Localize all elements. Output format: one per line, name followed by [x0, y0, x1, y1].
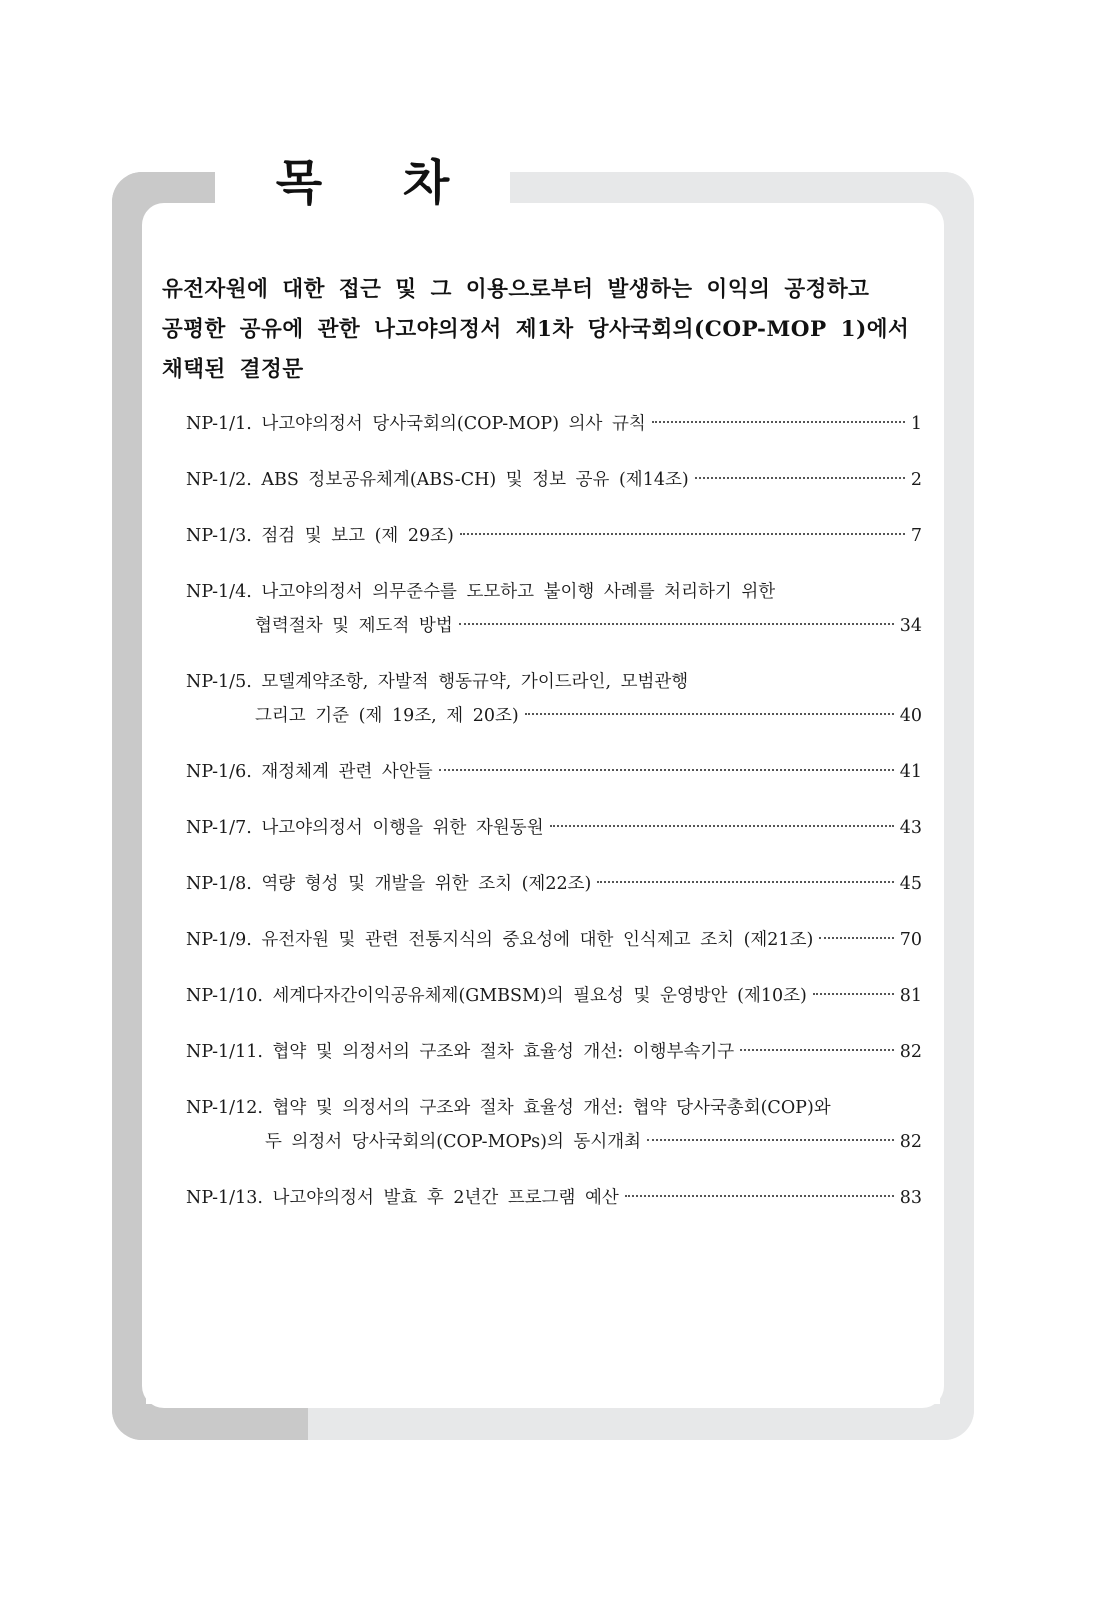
toc-entry-number: NP-1/1.	[186, 414, 252, 434]
toc-entry[interactable]	[186, 979, 922, 1013]
heading-line: 채택된 결정문	[162, 357, 304, 382]
toc-entry-page: 81	[899, 986, 922, 1006]
toc-entry-number: NP-1/4.	[186, 582, 252, 602]
heading-line: 유전자원에 대한 접근 및 그 이용으로부터 발생하는 이익의 공정하고	[162, 277, 870, 302]
toc-entry[interactable]	[186, 755, 922, 789]
dot-leader	[597, 881, 893, 883]
toc-entry-title: 협약 및 의정서의 구조와 절차 효율성 개선: 협약 당사국총회(COP)와	[272, 1098, 831, 1118]
toc-entry-page: 7	[910, 526, 922, 546]
frame-bottom-left-bar	[112, 1404, 308, 1440]
toc-entry-number: NP-1/6.	[186, 762, 252, 782]
toc-entry-page: 41	[899, 762, 922, 782]
toc-entry[interactable]	[186, 407, 922, 441]
toc-entry-page: 1	[910, 414, 922, 434]
toc-entry-title: 협약 및 의정서의 구조와 절차 효율성 개선: 이행부속기구	[272, 1042, 735, 1062]
dot-leader	[525, 713, 894, 715]
toc-entry[interactable]	[186, 463, 922, 497]
toc-entry-page: 82	[899, 1042, 922, 1062]
toc-entry-title-continued: 그리고 기준 (제 19조, 제 20조)	[255, 706, 519, 726]
toc-entry-number: NP-1/2.	[186, 470, 252, 490]
frame-left-bar	[112, 172, 146, 1440]
toc-entry[interactable]	[186, 519, 922, 553]
toc-entry-page: 82	[899, 1132, 922, 1152]
heading-line: 공평한 공유에 관한 나고야의정서 제1차 당사국회의(COP-MOP 1)에서	[162, 317, 910, 342]
dot-leader	[460, 533, 905, 535]
toc-entry[interactable]	[186, 923, 922, 957]
toc-entry-number: NP-1/3.	[186, 526, 252, 546]
toc-entry-title-continued: 두 의정서 당사국회의(COP-MOPs)의 동시개최	[265, 1132, 642, 1152]
toc-entry-title: 점검 및 보고 (제 29조)	[261, 526, 454, 546]
toc-entry-page: 40	[899, 706, 922, 726]
toc-entry-page: 43	[899, 818, 922, 838]
toc-entry-number: NP-1/10.	[186, 986, 263, 1006]
toc-entry-title: 모델계약조항, 자발적 행동규약, 가이드라인, 모범관행	[261, 672, 689, 692]
toc-entry-page: 70	[899, 930, 922, 950]
toc-entry-number: NP-1/12.	[186, 1098, 263, 1118]
document-heading	[162, 270, 922, 390]
toc-entry-title: 재정체계 관련 사안들	[261, 762, 433, 782]
dot-leader	[740, 1049, 894, 1051]
toc-entry-page: 34	[899, 616, 922, 636]
toc-entry-page: 83	[899, 1188, 922, 1208]
toc-entry-number: NP-1/5.	[186, 672, 252, 692]
toc-entry-number: NP-1/8.	[186, 874, 252, 894]
toc-entry-number: NP-1/9.	[186, 930, 252, 950]
toc-entry[interactable]	[186, 867, 922, 901]
toc-entry-number: NP-1/7.	[186, 818, 252, 838]
toc-entry-page: 2	[910, 470, 922, 490]
toc-entry-number: NP-1/13.	[186, 1188, 263, 1208]
dot-leader	[695, 477, 905, 479]
toc-entry-page: 45	[899, 874, 922, 894]
dot-leader	[647, 1139, 894, 1141]
dot-leader	[459, 623, 894, 625]
toc-entry-number: NP-1/11.	[186, 1042, 263, 1062]
toc-entry[interactable]	[186, 665, 922, 733]
toc-entry-title: 역량 형성 및 개발을 위한 조치 (제22조)	[261, 874, 592, 894]
toc-entry-title: 나고야의정서 의무준수를 도모하고 불이행 사례를 처리하기 위한	[261, 582, 776, 602]
dot-leader	[813, 993, 894, 995]
toc-entry-title-continued: 협력절차 및 제도적 방법	[255, 616, 453, 636]
dot-leader	[819, 937, 893, 939]
dot-leader	[652, 421, 905, 423]
toc-entry-title: 나고야의정서 이행을 위한 자원동원	[261, 818, 544, 838]
toc-entry-title: ABS 정보공유체계(ABS-CH) 및 정보 공유 (제14조)	[261, 470, 689, 490]
dot-leader	[625, 1195, 894, 1197]
toc-entry-title: 세계다자간이익공유체제(GMBSM)의 필요성 및 운영방안 (제10조)	[272, 986, 807, 1006]
dot-leader	[439, 769, 894, 771]
toc-entry-title: 나고야의정서 발효 후 2년간 프로그램 예산	[272, 1188, 619, 1208]
frame-bottom-right-bar	[308, 1404, 974, 1440]
toc-entry[interactable]	[186, 1035, 922, 1069]
toc-entry[interactable]	[186, 1181, 922, 1215]
toc-entry-title: 유전자원 및 관련 전통지식의 중요성에 대한 인식제고 조치 (제21조)	[261, 930, 814, 950]
toc-entry[interactable]	[186, 575, 922, 643]
frame-right-bar	[940, 172, 974, 1440]
page-title: 목 차	[275, 155, 482, 211]
toc-entry[interactable]	[186, 1091, 922, 1159]
dot-leader	[550, 825, 894, 827]
toc-entry-title: 나고야의정서 당사국회의(COP-MOP) 의사 규칙	[261, 414, 646, 434]
toc-entry[interactable]	[186, 811, 922, 845]
